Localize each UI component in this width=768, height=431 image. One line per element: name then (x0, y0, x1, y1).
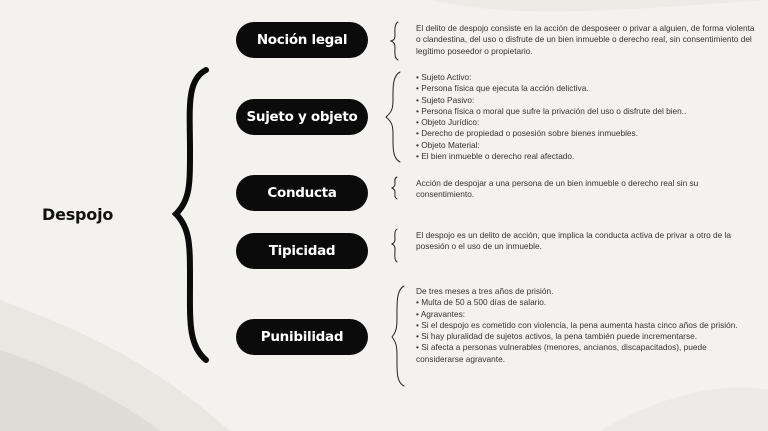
desc-line: • El bien inmueble o derecho real afectado. (416, 151, 575, 162)
desc-line: • Si hay pluralidad de sujetos activos, la pena también puede incrementarse. (416, 331, 698, 342)
desc-sujeto-objeto (416, 72, 756, 162)
desc-line: • Sujeto Pasivo: (416, 94, 475, 105)
branch-punibilidad: Punibilidad (236, 319, 368, 355)
brace-sujeto (386, 72, 400, 162)
desc-line: • Multa de 50 a 500 días de salario. (416, 297, 547, 308)
desc-line: El despojo es un delito de acción, que implica la conducta activa de privar a otro de la posesión o el uso de un inmueble. (416, 230, 732, 252)
desc-line: El delito de despojo consiste en la acción de desposeer o privar a alguien, de forma violenta o clandestina, del uso o disfrute de un bien inmueble o derecho real, sin consentimiento del legítimo poseedor o propietario. (416, 23, 755, 56)
desc-nocion-legal (416, 23, 756, 57)
brace-conducta (392, 177, 397, 199)
desc-line: • Agravantes: (416, 308, 466, 319)
brace-tipicidad (392, 229, 397, 262)
desc-line: • Persona física o moral que sufre la privación del uso o disfrute del bien.. (416, 105, 687, 116)
root-title: Despojo (42, 205, 114, 224)
desc-line: • Si afecta a personas vulnerables (menores, ancianos, discapacitados), puede considerarse agravante. (416, 342, 707, 364)
desc-line: • Objeto Jurídico: (416, 117, 480, 128)
root-brace (176, 70, 206, 360)
branch-conducta: Conducta (236, 175, 368, 211)
desc-conducta (416, 178, 756, 201)
brace-nocion (391, 22, 398, 60)
desc-tipicidad (416, 230, 756, 253)
desc-line: • Persona física que ejecuta la acción delictiva. (416, 83, 589, 94)
desc-punibilidad (416, 286, 756, 365)
desc-line: • Sujeto Activo: (416, 72, 472, 82)
branch-sujeto-objeto: Sujeto y objeto (236, 99, 368, 135)
brace-punibilidad (392, 286, 404, 386)
desc-line: • Objeto Material: (416, 139, 480, 150)
desc-line: • Derecho de propiedad o posesión sobre bienes inmuebles. (416, 128, 638, 139)
branch-tipicidad: Tipicidad (236, 233, 368, 269)
desc-line: Acción de despojar a una persona de un bien inmueble o derecho real sin su consentimiento. (416, 178, 699, 200)
desc-line: • Si el despojo es cometido con violencia, la pena aumenta hasta cinco años de prisión. (416, 319, 738, 330)
branch-nocion-legal: Noción legal (236, 22, 368, 58)
desc-line: De tres meses a tres años de prisión. (416, 286, 554, 296)
